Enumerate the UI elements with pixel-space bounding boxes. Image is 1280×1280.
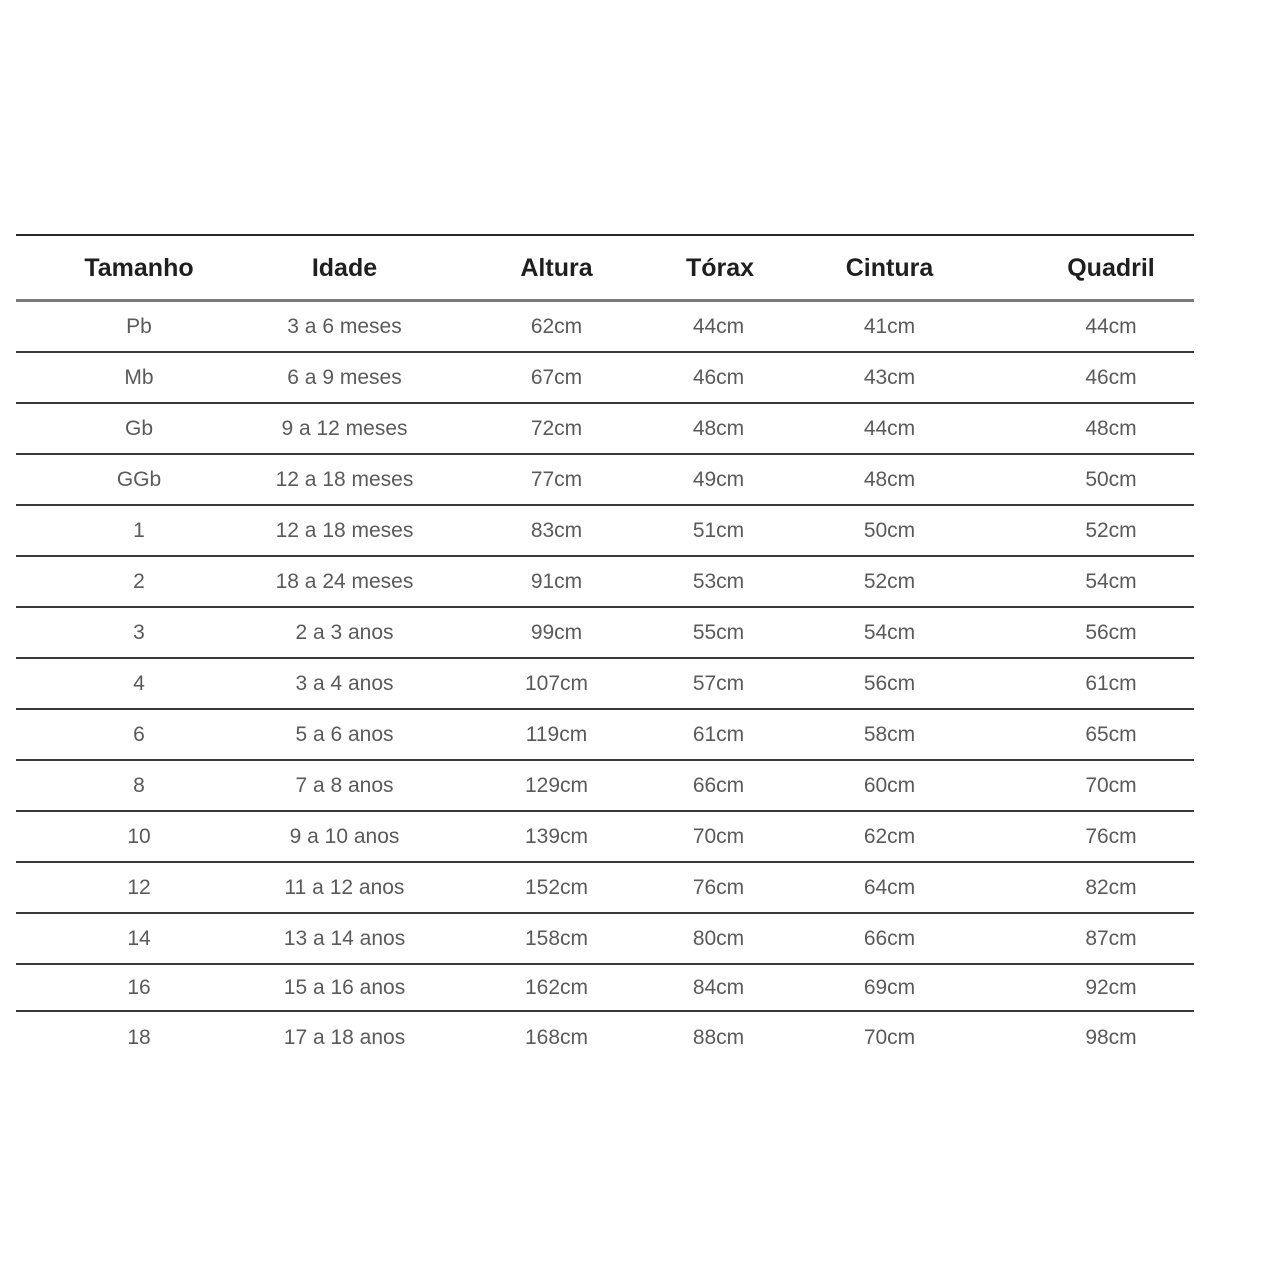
cell-tamanho: 14 <box>127 926 151 950</box>
cell-idade: 9 a 10 anos <box>289 824 400 848</box>
header-cintura: Cintura <box>845 254 934 282</box>
cell-idade: 9 a 12 meses <box>281 416 408 440</box>
table-row <box>16 863 1194 914</box>
table-row <box>16 353 1194 404</box>
header-quadril: Quadril <box>1067 254 1155 282</box>
header-idade: Idade <box>311 254 378 282</box>
cell-cintura: 54cm <box>863 620 916 644</box>
cell-idade: 11 a 12 anos <box>284 875 405 899</box>
cell-altura: 72cm <box>530 416 583 440</box>
cell-tamanho: 6 <box>133 722 145 746</box>
header-tamanho: Tamanho <box>84 254 194 282</box>
table-row <box>16 1012 1194 1064</box>
cell-cintura: 41cm <box>863 314 916 338</box>
cell-tamanho: 8 <box>133 773 145 797</box>
cell-cintura: 66cm <box>863 926 916 950</box>
cell-tamanho: 10 <box>127 824 151 848</box>
cell-tamanho: GGb <box>116 467 162 491</box>
table-row <box>16 710 1194 761</box>
cell-idade: 17 a 18 anos <box>283 1026 406 1049</box>
table-row <box>16 659 1194 710</box>
cell-tamanho: Pb <box>126 314 152 338</box>
cell-torax: 53cm <box>692 569 745 593</box>
cell-idade: 3 a 6 meses <box>287 314 402 338</box>
table-row <box>16 914 1194 965</box>
cell-cintura: 52cm <box>863 569 916 593</box>
cell-idade: 3 a 4 anos <box>295 671 394 695</box>
table-row <box>16 455 1194 506</box>
cell-tamanho: Mb <box>124 365 154 389</box>
cell-quadril: 92cm <box>1085 975 1137 999</box>
table-body <box>16 302 1194 1064</box>
header-altura: Altura <box>520 254 593 282</box>
cell-torax: 61cm <box>692 722 745 746</box>
cell-quadril: 46cm <box>1085 365 1137 389</box>
cell-cintura: 70cm <box>863 1026 916 1049</box>
table-row <box>16 965 1194 1012</box>
cell-quadril: 70cm <box>1085 773 1137 797</box>
cell-altura: 158cm <box>524 926 589 950</box>
cell-quadril: 61cm <box>1085 671 1137 695</box>
cell-altura: 168cm <box>524 1026 589 1049</box>
cell-torax: 76cm <box>692 875 745 899</box>
cell-cintura: 50cm <box>863 518 916 542</box>
cell-tamanho: 4 <box>133 671 145 695</box>
cell-altura: 62cm <box>530 314 583 338</box>
table-row <box>16 557 1194 608</box>
cell-altura: 107cm <box>524 671 589 695</box>
table-row <box>16 812 1194 863</box>
cell-cintura: 48cm <box>863 467 916 491</box>
cell-cintura: 60cm <box>863 773 916 797</box>
cell-cintura: 62cm <box>863 824 916 848</box>
cell-idade: 2 a 3 anos <box>295 620 394 644</box>
cell-torax: 49cm <box>692 467 745 491</box>
cell-altura: 152cm <box>524 875 589 899</box>
cell-tamanho: 1 <box>133 518 145 542</box>
table-row <box>16 302 1194 353</box>
cell-torax: 70cm <box>692 824 745 848</box>
cell-tamanho: 12 <box>127 875 151 899</box>
cell-quadril: 87cm <box>1085 926 1137 950</box>
cell-tamanho: 18 <box>127 1026 151 1049</box>
cell-altura: 119cm <box>525 722 588 746</box>
cell-idade: 15 a 16 anos <box>283 975 406 999</box>
cell-quadril: 50cm <box>1085 467 1137 491</box>
cell-idade: 6 a 9 meses <box>287 365 402 389</box>
cell-altura: 99cm <box>530 620 583 644</box>
cell-altura: 67cm <box>530 365 583 389</box>
cell-torax: 48cm <box>692 416 745 440</box>
cell-torax: 57cm <box>692 671 745 695</box>
cell-quadril: 82cm <box>1085 875 1137 899</box>
cell-idade: 12 a 18 meses <box>275 467 414 491</box>
cell-quadril: 76cm <box>1085 824 1137 848</box>
cell-cintura: 43cm <box>863 365 916 389</box>
size-chart-table <box>16 234 1194 1064</box>
cell-quadril: 52cm <box>1085 518 1137 542</box>
cell-quadril: 44cm <box>1085 314 1137 338</box>
cell-cintura: 69cm <box>863 975 916 999</box>
cell-idade: 7 a 8 anos <box>295 773 394 797</box>
cell-quadril: 56cm <box>1085 620 1137 644</box>
cell-torax: 44cm <box>692 314 745 338</box>
cell-altura: 83cm <box>530 518 583 542</box>
cell-idade: 18 a 24 meses <box>275 569 414 593</box>
cell-tamanho: 16 <box>127 975 151 999</box>
cell-cintura: 64cm <box>863 875 916 899</box>
table-row <box>16 761 1194 812</box>
cell-idade: 13 a 14 anos <box>283 926 406 950</box>
cell-torax: 88cm <box>692 1026 745 1049</box>
cell-quadril: 98cm <box>1085 1026 1137 1049</box>
header-torax: Tórax <box>686 254 755 282</box>
cell-altura: 129cm <box>524 773 589 797</box>
cell-torax: 84cm <box>692 975 745 999</box>
cell-altura: 77cm <box>530 467 583 491</box>
cell-torax: 66cm <box>692 773 745 797</box>
cell-altura: 139cm <box>524 824 589 848</box>
cell-torax: 46cm <box>692 365 745 389</box>
cell-altura: 162cm <box>524 975 589 999</box>
cell-idade: 12 a 18 meses <box>275 518 414 542</box>
cell-cintura: 56cm <box>863 671 916 695</box>
cell-torax: 51cm <box>692 518 745 542</box>
cell-tamanho: 3 <box>133 620 145 644</box>
cell-altura: 91cm <box>530 569 583 593</box>
cell-tamanho: Gb <box>124 416 153 440</box>
cell-tamanho: 2 <box>133 569 145 593</box>
cell-quadril: 65cm <box>1085 722 1137 746</box>
cell-torax: 55cm <box>692 620 745 644</box>
table-header-row <box>16 236 1194 302</box>
cell-cintura: 58cm <box>863 722 916 746</box>
table-row <box>16 608 1194 659</box>
table-row <box>16 506 1194 557</box>
cell-torax: 80cm <box>692 926 745 950</box>
cell-quadril: 54cm <box>1085 569 1137 593</box>
cell-idade: 5 a 6 anos <box>295 722 394 746</box>
table-row <box>16 404 1194 455</box>
cell-quadril: 48cm <box>1085 416 1137 440</box>
cell-cintura: 44cm <box>863 416 916 440</box>
